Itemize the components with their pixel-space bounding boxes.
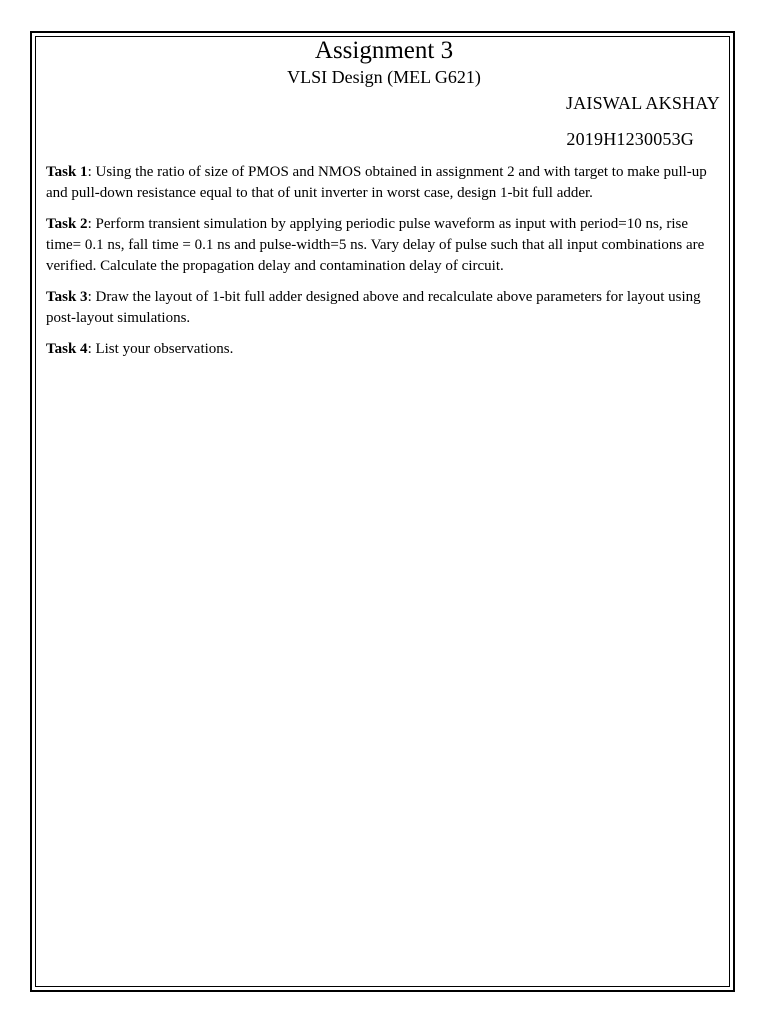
task-3 — [46, 287, 726, 329]
author-id: 2019H1230053G — [566, 129, 694, 149]
task-3-text: : Draw the layout of 1-bit full adder designed above and recalculate above parameters for layout using post-layout simulations. — [46, 289, 701, 326]
task-4 — [46, 339, 726, 360]
task-1-text: : Using the ratio of size of PMOS and NMOS obtained in assignment 2 and with target to make pull-up and pull-down resistance equal to that of unit inverter in worst case, design 1-bit full adder. — [46, 164, 707, 201]
task-2-text: : Perform transient simulation by applying periodic pulse waveform as input with period=10 ns, rise time= 0.1 ns, fall time = 0.1 ns and pulse-width=5 ns. Vary delay of pulse such that all input combinations are verified. Calculate the propagation delay and contamination delay of circuit. — [46, 216, 705, 274]
task-1-label: Task 1 — [46, 164, 88, 180]
task-2 — [46, 214, 726, 277]
document-subtitle: VLSI Design (MEL G621) — [287, 67, 481, 87]
task-list — [46, 162, 726, 370]
document-title: Assignment 3 — [314, 37, 454, 64]
task-3-label: Task 3 — [46, 289, 88, 305]
task-4-text: : List your observations. — [87, 341, 234, 357]
task-4-label: Task 4 — [46, 341, 88, 357]
author-name: JAISWAL AKSHAY — [566, 93, 720, 113]
task-1 — [46, 162, 726, 204]
task-2-label: Task 2 — [46, 216, 88, 232]
